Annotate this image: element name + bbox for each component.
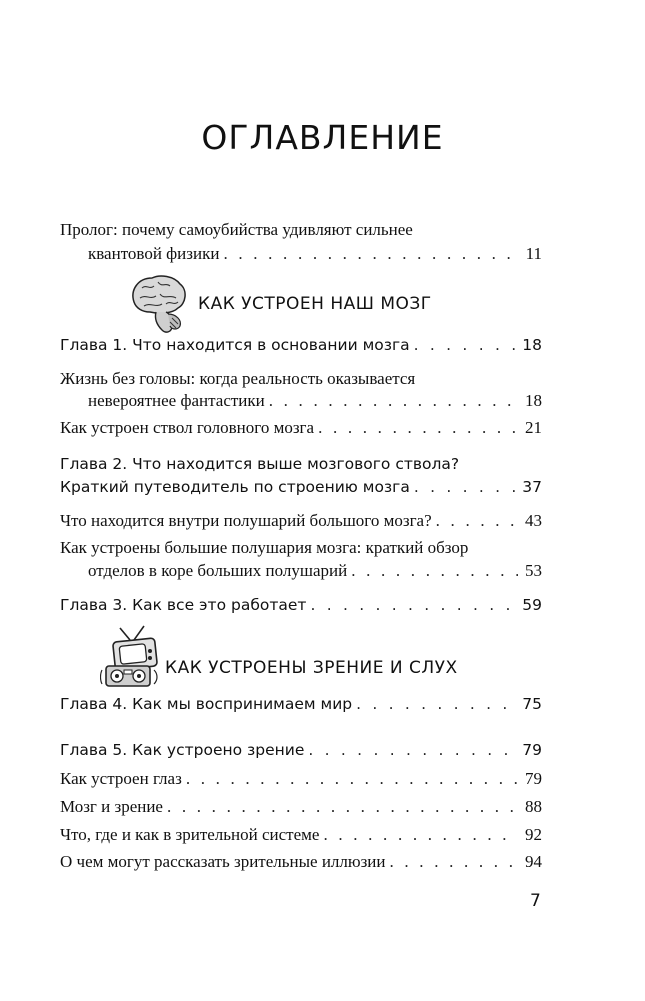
toc-entry-text: Мозг и зрение xyxy=(60,797,163,816)
section-heading-brain: КАК УСТРОЕН НАШ МОЗГ xyxy=(198,294,432,314)
toc-page-number: 75 xyxy=(522,695,542,713)
toc-entry-ch4[interactable] xyxy=(60,695,542,717)
toc-entry-s3[interactable] xyxy=(60,511,542,533)
toc-page-number: 18 xyxy=(525,391,542,410)
toc-s4-line1[interactable]: Как устроены большие полушария мозга: краткий обзор xyxy=(60,538,469,557)
leader-dots xyxy=(414,478,518,496)
leader-dots xyxy=(323,825,518,845)
toc-page-number: 79 xyxy=(525,769,542,788)
toc-entry-s5[interactable] xyxy=(60,769,542,791)
toc-entry-text: невероятнее фантастики xyxy=(88,391,265,410)
leader-dots xyxy=(436,511,518,531)
toc-entry-ch1[interactable] xyxy=(60,336,542,358)
toc-entry-text: Краткий путеводитель по строению мозга xyxy=(60,478,410,496)
toc-entry-text: Что, где и как в зрительной системе xyxy=(60,825,320,844)
toc-entry-text: О чем могут рассказать зрительные иллюзии xyxy=(60,852,386,871)
leader-dots xyxy=(186,769,518,789)
toc-entry-text: Глава 5. Как устроено зрение xyxy=(60,741,305,759)
leader-dots xyxy=(351,561,518,581)
page-number: 7 xyxy=(530,891,541,911)
toc-entry-text: Глава 3. Как все это работает xyxy=(60,596,307,614)
toc-page-number: 94 xyxy=(525,852,542,871)
page-title: ОГЛАВЛЕНИЕ xyxy=(201,118,444,157)
section-heading-vision: КАК УСТРОЕНЫ ЗРЕНИЕ И СЛУХ xyxy=(165,658,458,678)
toc-page-number: 37 xyxy=(522,478,542,496)
toc-entry-prolog[interactable] xyxy=(88,244,542,266)
leader-dots xyxy=(223,244,518,264)
toc-entry-text: отделов в коре больших полушарий xyxy=(88,561,348,580)
leader-dots xyxy=(390,852,519,872)
toc-page-number: 18 xyxy=(522,336,542,354)
toc-entry-text: Глава 4. Как мы воспринимаем мир xyxy=(60,695,353,713)
toc-page-number: 88 xyxy=(525,797,542,816)
toc-ch2-line1[interactable]: Глава 2. Что находится выше мозгового ствола? xyxy=(60,455,460,473)
leader-dots xyxy=(414,336,518,354)
toc-s1-line1[interactable]: Жизнь без головы: когда реальность оказывается xyxy=(60,369,416,388)
toc-entry-text: Как устроен ствол головного мозга xyxy=(60,418,315,437)
toc-entry-s2[interactable] xyxy=(60,418,542,440)
toc-entry-s8[interactable] xyxy=(60,852,542,874)
toc-entry-text: Что находится внутри полушарий большого мозга? xyxy=(60,511,432,530)
toc-page-number: 59 xyxy=(522,596,542,614)
tv-radio-icon xyxy=(100,624,162,690)
toc-page-number: 79 xyxy=(522,741,542,759)
toc-entry-text: Глава 1. Что находится в основании мозга xyxy=(60,336,410,354)
leader-dots xyxy=(356,695,518,713)
toc-entry-s6[interactable] xyxy=(60,797,542,819)
toc-entry-ch5[interactable] xyxy=(60,741,542,763)
toc-entry-s7[interactable] xyxy=(60,825,542,847)
leader-dots xyxy=(310,596,518,614)
toc-entry-s4[interactable] xyxy=(88,561,542,583)
leader-dots xyxy=(269,391,518,411)
toc-page-number: 92 xyxy=(525,825,542,844)
toc-entry-ch2[interactable] xyxy=(60,478,542,500)
leader-dots xyxy=(167,797,518,817)
toc-entry-text: квантовой физики xyxy=(88,244,220,263)
toc-prolog-line1[interactable]: Пролог: почему самоубийства удивляют сильнее xyxy=(60,220,413,239)
brain-icon xyxy=(128,272,190,338)
toc-page-number: 11 xyxy=(525,244,542,263)
leader-dots xyxy=(308,741,518,759)
toc-page-number: 53 xyxy=(525,561,542,580)
toc-page-number: 43 xyxy=(525,511,542,530)
toc-entry-s1[interactable] xyxy=(88,391,542,413)
leader-dots xyxy=(318,418,518,438)
toc-page-number: 21 xyxy=(525,418,542,437)
toc-entry-ch3[interactable] xyxy=(60,596,542,618)
toc-entry-text: Как устроен глаз xyxy=(60,769,182,788)
